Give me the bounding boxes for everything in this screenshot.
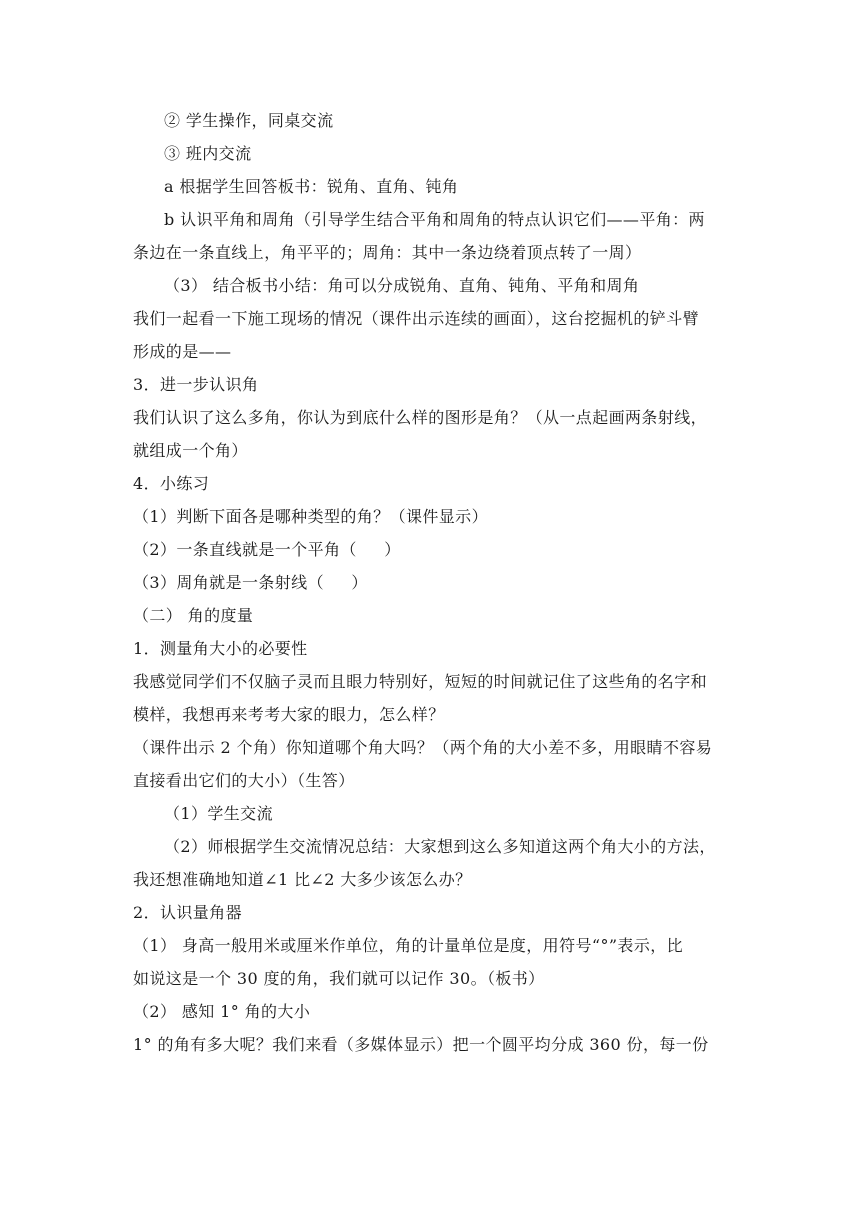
- text-line: 我们一起看一下施工现场的情况（课件出示连续的画面），这台挖掘机的铲斗臂: [133, 309, 700, 328]
- text-line: （1）学生交流: [164, 804, 273, 823]
- text-line: （1） 身高一般用米或厘米作单位，角的计量单位是度，用符号“°”表示，比: [133, 936, 684, 955]
- section-heading: 2．认识量角器: [133, 903, 242, 922]
- text-line: 我还想准确地知道∠1 比∠2 大多少该怎么办？: [133, 870, 472, 889]
- text-line: 我感觉同学们不仅脑子灵而且眼力特别好，短短的时间就记住了这些角的名字和: [133, 672, 708, 691]
- text-line: （1）判断下面各是哪种类型的角？（课件显示）: [133, 507, 488, 526]
- text-line: 如说这是一个 30 度的角，我们就可以记作 30。（板书）: [133, 969, 545, 988]
- text-line: ③ 班内交流: [164, 144, 252, 163]
- text-line: b 认识平角和周角（引导学生结合平角和周角的特点认识它们——平角：两: [164, 210, 705, 229]
- text-line: a 根据学生回答板书：锐角、直角、钝角: [164, 177, 459, 196]
- text-line: 形成的是——: [133, 342, 232, 361]
- text-line: （3）周角就是一条射线（ ）: [133, 573, 368, 592]
- text-line: （2）师根据学生交流情况总结：大家想到这么多知道这两个角大小的方法，: [164, 837, 716, 856]
- text-line: 就组成一个角）: [133, 441, 248, 460]
- text-line: 条边在一条直线上，角平平的；周角：其中一条边绕着顶点转了一周）: [133, 243, 642, 262]
- section-heading: 3．进一步认识角: [133, 375, 259, 394]
- section-heading: （二） 角的度量: [133, 606, 254, 625]
- text-line: 直接看出它们的大小）（生答）: [133, 771, 355, 790]
- document-body: [133, 104, 733, 1061]
- text-line: 模样，我想再来考考大家的眼力，怎么样？: [133, 705, 445, 724]
- text-line: 1° 的角有多大呢？我们来看（多媒体显示）把一个圆平均分成 360 份，每一份: [133, 1035, 709, 1054]
- section-heading: 1．测量角大小的必要性: [133, 639, 308, 658]
- text-line: （3） 结合板书小结：角可以分成锐角、直角、钝角、平角和周角: [164, 276, 640, 295]
- text-line: （课件出示 2 个角）你知道哪个角大吗？（两个角的大小差不多，用眼睛不容易: [133, 738, 713, 757]
- text-line: （2） 感知 1° 角的大小: [133, 1002, 311, 1021]
- text-line: （2）一条直线就是一个平角（ ）: [133, 540, 401, 559]
- text-line: ② 学生操作，同桌交流: [164, 111, 334, 130]
- text-line: 我们认识了这么多角，你认为到底什么样的图形是角？（从一点起画两条射线，: [133, 408, 708, 427]
- section-heading: 4．小练习: [133, 474, 210, 493]
